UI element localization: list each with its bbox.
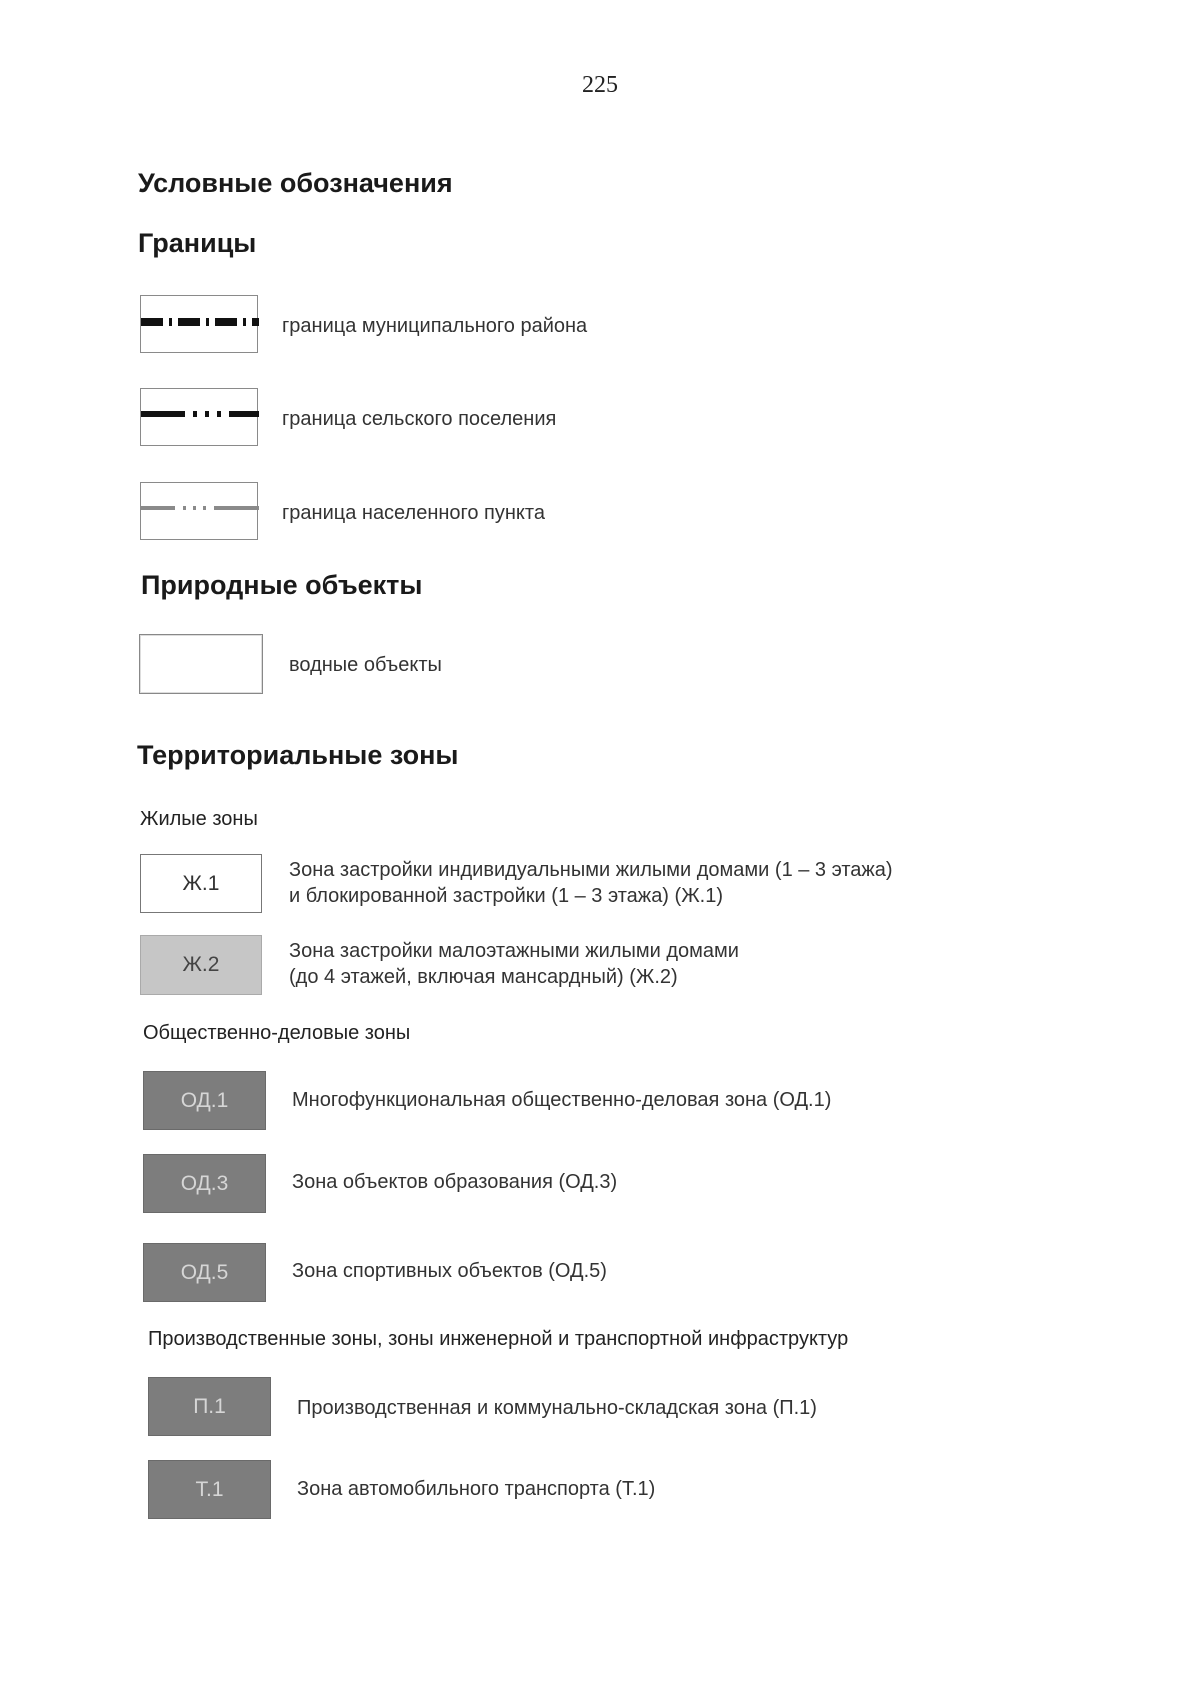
zone-code-t1: Т.1 [195, 1477, 224, 1501]
zone-swatch-p1 [148, 1377, 271, 1436]
municipal-border-label: граница муниципального района [282, 315, 588, 337]
industrial-subtitle: Производственные зоны, зоны инженерной и транспортной инфраструктур [148, 1328, 849, 1350]
zone-label-zh2-line2: (до 4 этажей, включая мансардный) (Ж.2) [289, 966, 678, 988]
settlement-border-label: граница населенного пункта [282, 502, 545, 524]
page-number: 225 [582, 72, 618, 98]
zone-label-t1: Зона автомобильного транспорта (Т.1) [297, 1478, 656, 1500]
zone-swatch-od3 [143, 1154, 266, 1213]
zone-code-p1: П.1 [193, 1394, 226, 1418]
zone-swatch-t1 [148, 1460, 271, 1519]
natural-section-title: Природные объекты [141, 570, 423, 600]
zone-code-od3: ОД.3 [180, 1171, 229, 1195]
zone-label-zh2 [289, 938, 739, 990]
rural-border-label: граница сельского поселения [282, 408, 557, 430]
zone-swatch-zh2 [140, 935, 262, 995]
zone-label-zh1-line1: Зона застройки индивидуальными жилыми домами (1 – 3 этажа) [289, 859, 893, 881]
borders-section-title: Границы [138, 228, 257, 258]
zones-section-title: Территориальные зоны [137, 740, 459, 770]
municipal-border-line-icon [141, 296, 259, 354]
water-objects-swatch [139, 634, 263, 694]
zone-code-od5: ОД.5 [180, 1260, 229, 1284]
legend-title: Условные обозначения [138, 168, 453, 198]
zone-label-od3: Зона объектов образования (ОД.3) [292, 1171, 618, 1193]
water-objects-label: водные объекты [289, 654, 442, 676]
municipal-border-sample [140, 295, 258, 353]
settlement-border-line-icon [141, 483, 259, 541]
settlement-border-sample [140, 482, 258, 540]
rural-border-line-icon [141, 389, 259, 447]
zone-code-zh2: Ж.2 [182, 953, 220, 976]
zone-swatch-od5 [143, 1243, 266, 1302]
zone-code-zh1: Ж.1 [182, 871, 220, 895]
public-subtitle: Общественно-деловые зоны [143, 1022, 411, 1044]
zone-label-p1: Производственная и коммунально-складская зона (П.1) [297, 1397, 817, 1419]
zone-label-zh1 [289, 857, 893, 909]
zone-swatch-zh1 [140, 854, 262, 913]
zone-label-zh1-line2: и блокированной застройки (1 – 3 этажа) (Ж.1) [289, 885, 723, 907]
zone-swatch-od1 [143, 1071, 266, 1130]
zone-label-od5: Зона спортивных объектов (ОД.5) [292, 1260, 607, 1282]
zone-label-zh2-line1: Зона застройки малоэтажными жилыми домами [289, 940, 739, 962]
rural-border-sample [140, 388, 258, 446]
zone-label-od1: Многофункциональная общественно-деловая зона (ОД.1) [292, 1089, 832, 1111]
residential-subtitle: Жилые зоны [140, 808, 258, 830]
zone-code-od1: ОД.1 [180, 1088, 229, 1112]
